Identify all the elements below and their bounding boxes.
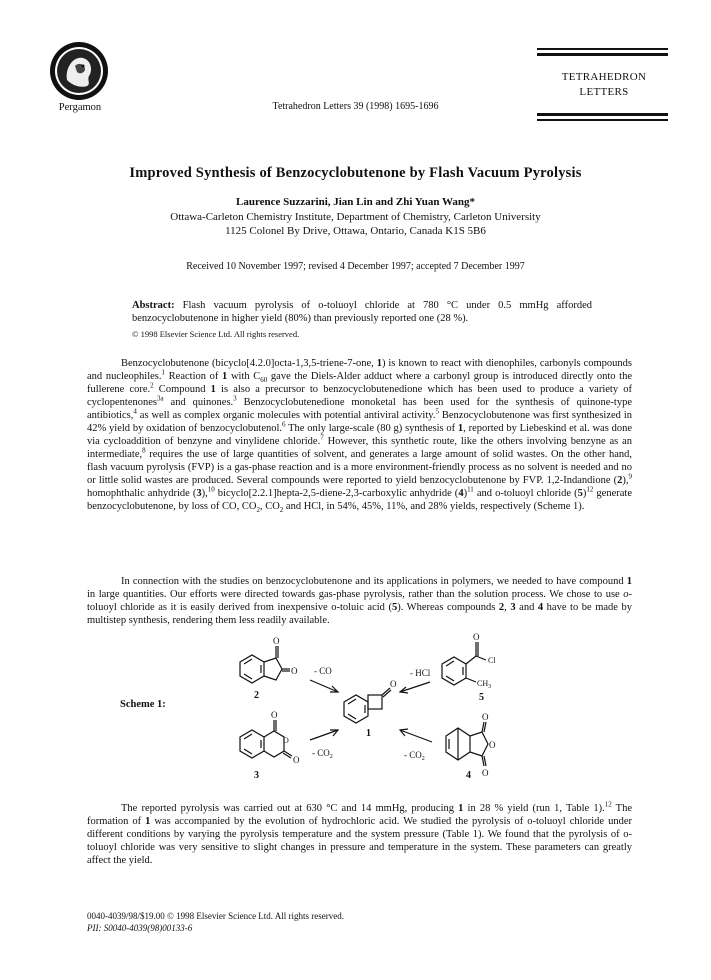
atom-o-label: O [273,636,280,646]
pergamon-logo [45,40,113,102]
atom-o-label: O [291,666,298,676]
methyl-subscript: 3 [488,684,492,690]
atom-o-label: O [390,679,397,689]
loss-hcl-label: - HCl [410,668,431,678]
co2-subscript: 2 [329,754,333,760]
atom-o-label: O [482,768,489,778]
header-rule [537,53,668,56]
header-rule [537,48,668,50]
journal-brand-line-1: TETRAHEDRON [561,71,647,83]
co2-subscript: 2 [421,756,425,762]
atom-o-label: O [283,736,289,745]
footer-pii: PII: S0040-4039(98)00133-6 [87,923,193,933]
body-paragraph-1: Benzocyclobutenone (bicyclo[4.2.0]octa-1,3,5-triene-7-one, 1) is known to react with dienophiles, carbonyls compounds and nucleophiles.$^1$ Reaction of 1 with $C_{60}$ gave the Diels-Alder adduct where a carbonyl group is introduced directly onto the fullerene core.$^2$ Compound 1 is also a precursor to benzocyclobutenedione which has been used to produce a variety of cyclopentenones$^{3a}$ and quinones.$^3$ Benzocyclobutenedione monoketal has been used for the synthesis of quinone-type antibiotics,$^4$ as well as complex organic molecules with potential antiviral activity.$^5$ Benzocyclobutenone was first synthesized in 42% yield by oxidation of benzocyclobutenol.$^6$ The only large-scale (80 g) synthesis of 1, reported by Liebeskind et al. was done via cycloaddition of benzyne and vinylidene chloride.$^7$ However, this synthetic route, like the others involving benzyne as an intermediate,$^8$ requires the use of large quantities of solvent, and generates a large amount of solid wastes. On the other hand, flash vacuum pyrolysis (FVP) is a gas-phase reaction and is a more environment-friendly process as no solvent is needed and no or little solid wastes are produced. Several compounds were reported to yield benzocyclobutenone by FVP. 1,2-Indandione (2),$^9$ homophthalic anhydride (3),$^{10}$ bicyclo[2.2.1]hepta-2,5-diene-2,3-carboxylic anhydride $(4)^{11}$ and o-toluoyl chloride $(5)^{12}$ generate benzocyclobutenone, by loss of CO, $CO_2$, $CO_2$ and HCl, in 54%, 45%, 11%, and 28% yields, respectively (Scheme 1). [87,358,633,515]
compound-number-4: 4 [466,770,471,781]
loss-co2-left-text: - CO [312,748,330,758]
atom-o-label: O [489,740,496,750]
compound-1 [344,688,391,723]
loss-co-label: - CO [314,666,332,676]
loss-co2-label-right [404,750,425,762]
abstract-copyright: © 1998 Elsevier Science Ltd. All rights reserved. [132,329,300,339]
journal-brand-line-2: LETTERS [579,86,629,98]
atom-o-label: O [482,712,489,722]
scheme-1-diagram [220,632,520,792]
footer-copyright: 0040-4039/98/$19.00 © 1998 Elsevier Science Ltd. All rights reserved. [87,911,345,921]
article-title: Improved Synthesis of Benzocyclobutenone by Flash Vacuum Pyrolysis [129,165,582,181]
atom-o-label: O [293,755,300,765]
methyl-ch-label: CH [477,679,489,688]
atom-o-label: O [271,710,278,720]
body-paragraph-3: The reported pyrolysis was carried out at 630 °C and 14 mmHg, producing 1 in 28 % yield (run 1, Table 1).$^{12}$ The formation of 1 was accompanied by the evolution of hydrochloric acid. We studied the pyrolysis of o-toluoyl chloride under different conditions by varying the pyrolysis temperature and the system pressure (Table 1). We found that the pyrolysis of o-toluoyl chloride was very sensitive to slight changes in pressure and temperature in the system. These parameters can greatly affect the yield. [87,800,632,866]
compound-number-1: 1 [366,728,371,739]
affiliation-line-2: 1125 Colonel By Drive, Ottawa, Ontario, Canada K1S 5B6 [225,225,486,237]
abstract-text: Flash vacuum pyrolysis of o-toluoyl chloride at 780 °C under 0.5 mmHg afforded benzocyclobutenone in higher yield (80%) than previously reported one (28 %). [132,300,592,324]
journal-citation: Tetrahedron Letters 39 (1998) 1695-1696 [272,101,439,112]
author-list: Laurence Suzzarini, Jian Lin and Zhi Yuan Wang* [235,196,476,208]
loss-co2-label-left [312,748,333,760]
journal-brand [540,70,668,100]
compound-number-5: 5 [479,692,484,703]
compound-number-3: 3 [254,770,259,781]
body-paragraph-2: In connection with the studies on benzocyclobutenone and its applications in polymers, we needed to have compound 1 in large quantities. Our efforts were directed towards gas-phase pyrolysis, rather than the solution process. We chose to use o-toluoyl chloride as it is easily derived from inexpensive o-toluic acid (5). Whereas compounds 2, 3 and 4 have to be made by multistep synthesis, rendering them less readily available. [87,576,633,626]
compound-4 [446,722,488,766]
publisher-name: Pergamon [58,102,102,113]
atom-cl-label: Cl [488,656,496,665]
affiliation [40,210,671,238]
received-dates: Received 10 November 1997; revised 4 December 1997; accepted 7 December 1997 [186,261,525,272]
atom-o-label: O [473,632,480,642]
affiliation-line-1: Ottawa-Carleton Chemistry Institute, Department of Chemistry, Carleton University [170,211,541,223]
footer [87,910,344,934]
methyl-label [477,679,491,690]
header-rule [537,113,668,116]
loss-co2-right-text: - CO [404,750,422,760]
compound-number-2: 2 [254,690,259,701]
compound-2 [240,646,290,683]
scheme-label: Scheme 1: [120,699,166,710]
abstract-label: Abstract: [132,300,175,311]
abstract [132,299,592,325]
header-rule [537,119,668,121]
